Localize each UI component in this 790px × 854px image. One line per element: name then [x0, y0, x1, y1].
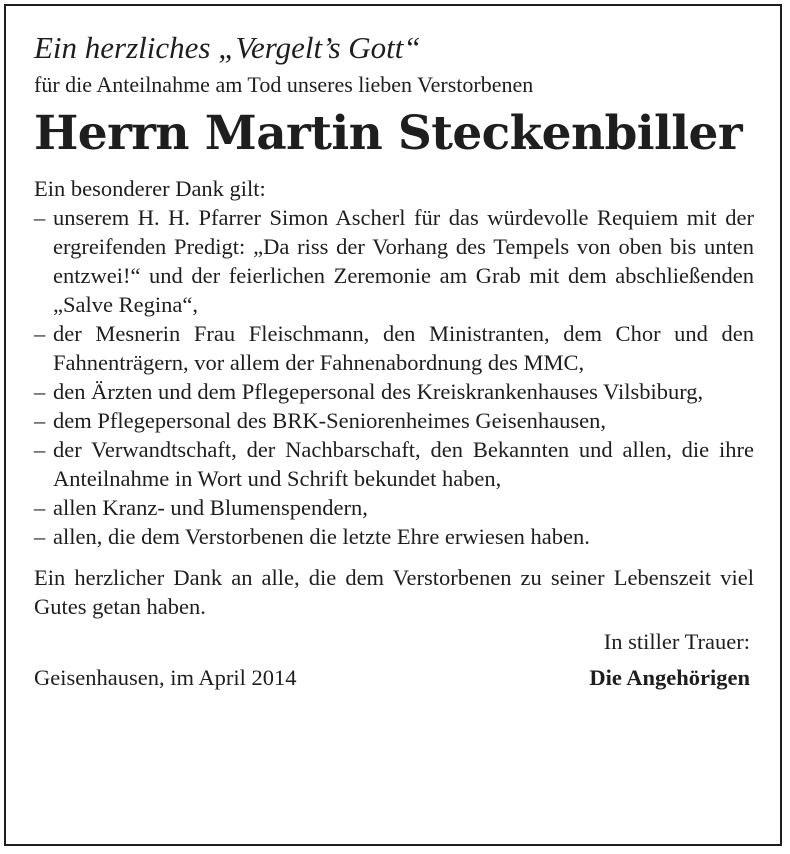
heading: Ein herzliches „Vergelt’s Gott“: [34, 30, 421, 65]
thanks-item: [34, 493, 754, 522]
thanks-intro: Ein besonderer Dank gilt:: [34, 176, 266, 201]
obituary-thanks-card: [4, 4, 782, 846]
list-dash: –: [34, 321, 46, 346]
list-dash: –: [34, 408, 46, 433]
thanks-item-text: den Ärzten und dem Pflegepersonal des Kreiskrankenhauses Vilsbiburg,: [53, 379, 704, 404]
thanks-item: [34, 203, 754, 319]
thanks-item-text: allen, die dem Verstorbenen die letzte Ehre erwiesen haben.: [53, 524, 590, 549]
thanks-item-text: der Verwandtschaft, der Nachbarschaft, den Bekannten und allen, die ihre Anteilnahme in Wort und Schrift bekundet haben,: [53, 437, 754, 491]
thanks-item: [34, 435, 754, 493]
signature: Die Angehörigen: [589, 665, 750, 690]
list-dash: –: [34, 205, 46, 230]
thanks-item: [34, 406, 754, 435]
closing-text: Ein herzlicher Dank an alle, die dem Verstorbenen zu seiner Lebenszeit viel Gutes getan haben.: [34, 565, 754, 619]
thanks-list: [34, 203, 754, 551]
subheading: für die Anteilnahme am Tod unseres lieben Verstorbenen: [34, 72, 534, 97]
list-dash: –: [34, 379, 46, 404]
deceased-name: Herrn Martin Steckenbiller: [34, 106, 743, 161]
thanks-item: [34, 522, 754, 551]
card-content: [34, 28, 754, 697]
mourning-line: In stiller Trauer:: [603, 629, 750, 654]
list-dash: –: [34, 437, 46, 462]
thanks-item-text: unserem H. H. Pfarrer Simon Ascherl für das würdevolle Requiem mit der ergreifenden Predigt: „Da riss der Vorhang des Tempels von oben bis unten entzwei!“ und der feierlichen Zeremonie am Grab mit dem abschließenden „Salve Regina“,: [53, 205, 754, 317]
thanks-item-text: allen Kranz- und Blumenspendern,: [53, 495, 368, 520]
thanks-item: [34, 377, 754, 406]
thanks-item-text: dem Pflegepersonal des BRK-Seniorenheimes Geisenhausen,: [53, 408, 606, 433]
list-dash: –: [34, 524, 46, 549]
footer: [34, 627, 754, 697]
thanks-item-text: der Mesnerin Frau Fleischmann, den Ministranten, dem Chor und den Fahnenträgern, vor allem der Fahnenabordnung des MMC,: [53, 321, 754, 375]
list-dash: –: [34, 495, 46, 520]
thanks-item: [34, 319, 754, 377]
place-date: Geisenhausen, im April 2014: [34, 665, 297, 690]
